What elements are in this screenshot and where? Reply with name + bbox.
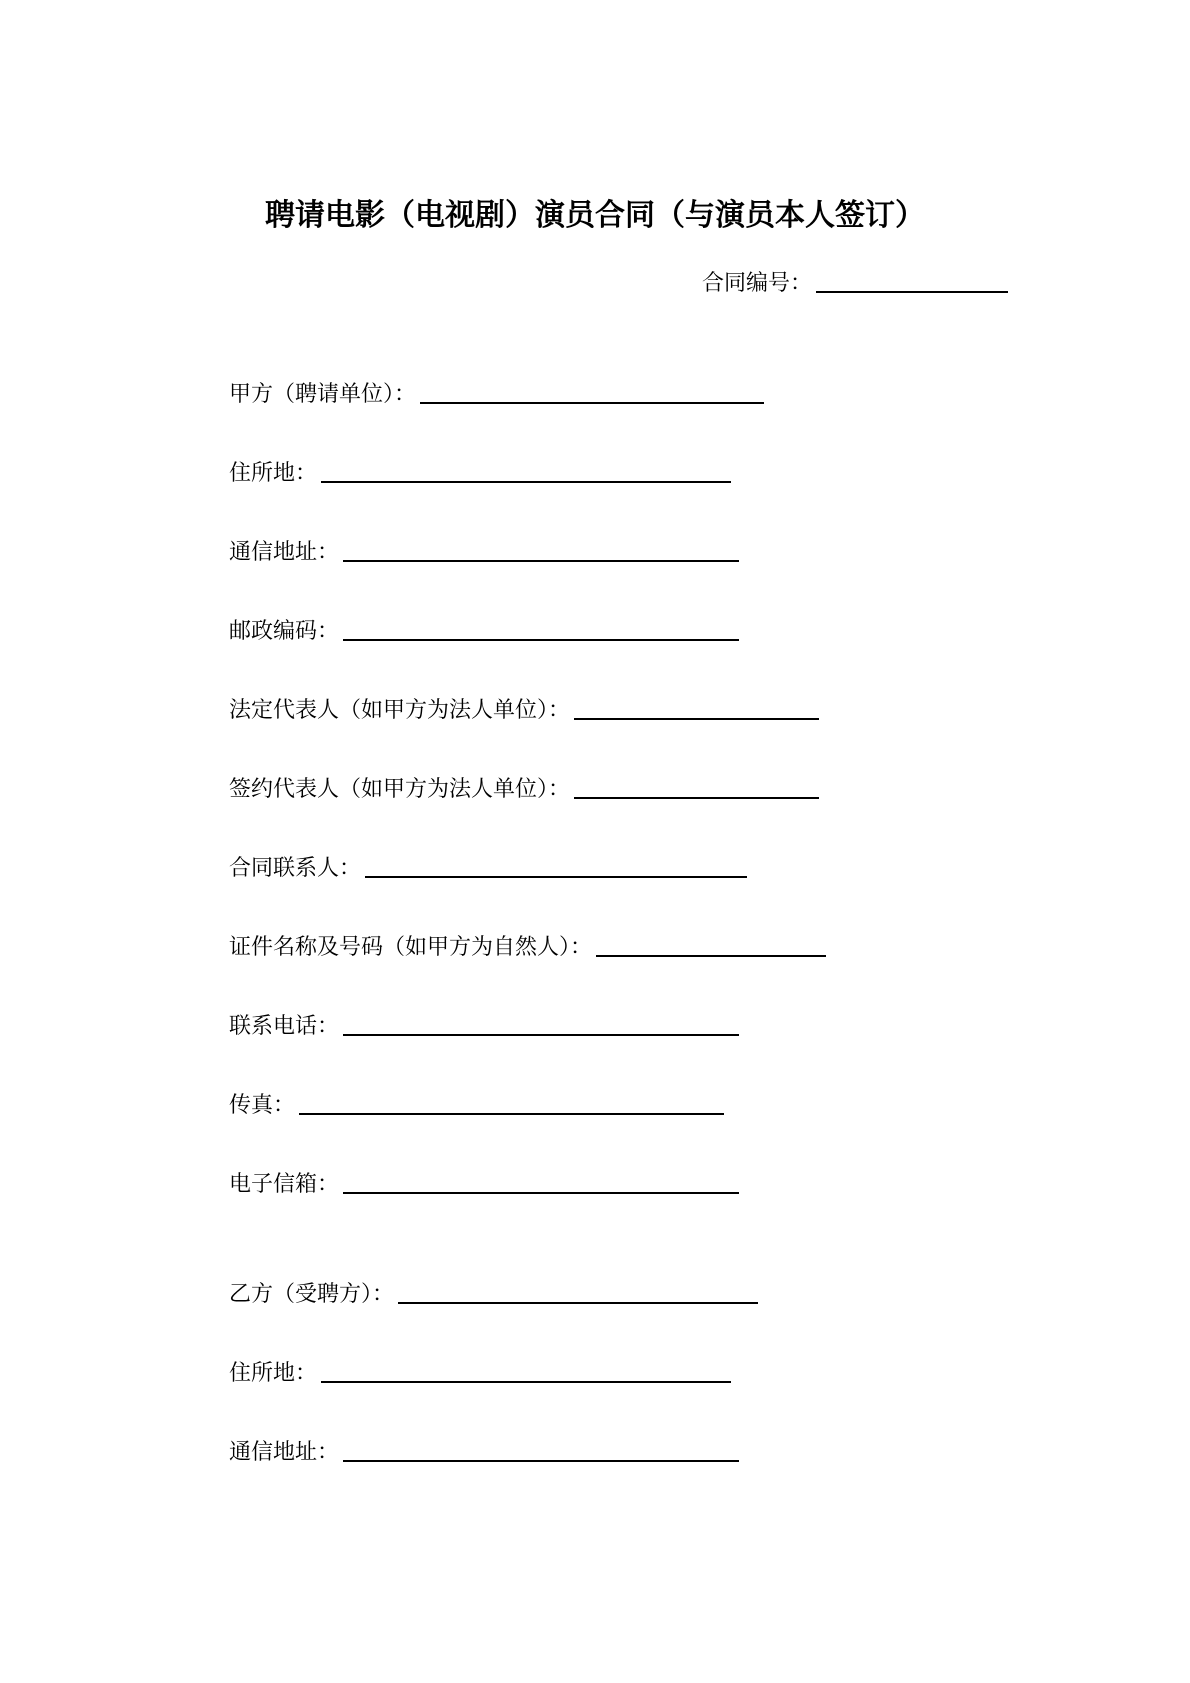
contract-number-row: [702, 266, 1008, 297]
document-title: 聘请电影（电视剧）演员合同（与演员本人签订）: [265, 198, 925, 233]
contract-number-blank[interactable]: [816, 290, 1008, 293]
party-a-email-blank[interactable]: [343, 1191, 739, 1194]
field-label: 传真：: [229, 1093, 296, 1118]
field-label: 合同联系人：: [229, 856, 362, 881]
party-a-name-row: [229, 377, 764, 408]
party-a-domicile-row: [229, 456, 731, 487]
field-label: 法定代表人（如甲方为法人单位）：: [229, 698, 571, 723]
party-a-address-row: [229, 535, 739, 566]
party-a-postcode-blank[interactable]: [343, 638, 739, 641]
field-label: 电子信箱：: [229, 1172, 340, 1197]
field-label: 甲方（聘请单位）：: [229, 382, 417, 407]
contract-number-label: 合同编号：: [702, 271, 813, 296]
field-label: 邮政编码：: [229, 619, 340, 644]
field-label: 证件名称及号码（如甲方为自然人）：: [229, 935, 593, 960]
party-b-name-blank[interactable]: [398, 1301, 758, 1304]
party-b-name-row: [229, 1277, 758, 1308]
party-a-fax-row: [229, 1088, 724, 1119]
party-a-id-blank[interactable]: [596, 954, 826, 957]
party-a-legal-rep-row: [229, 693, 819, 724]
party-a-signing-rep-row: [229, 772, 819, 803]
field-label: 联系电话：: [229, 1014, 340, 1039]
field-label: 签约代表人（如甲方为法人单位）：: [229, 777, 571, 802]
party-a-signing-rep-blank[interactable]: [574, 796, 819, 799]
party-a-address-blank[interactable]: [343, 559, 739, 562]
party-a-domicile-blank[interactable]: [321, 480, 731, 483]
party-b-address-blank[interactable]: [343, 1459, 739, 1462]
party-a-contact-blank[interactable]: [365, 875, 747, 878]
field-label: 乙方（受聘方）：: [229, 1282, 395, 1307]
party-a-postcode-row: [229, 614, 739, 645]
party-a-contact-row: [229, 851, 747, 882]
field-label: 住所地：: [229, 461, 318, 486]
party-b-domicile-blank[interactable]: [321, 1380, 731, 1383]
party-a-fax-blank[interactable]: [299, 1112, 724, 1115]
party-b-address-row: [229, 1435, 739, 1466]
field-label: 通信地址：: [229, 540, 340, 565]
field-label: 通信地址：: [229, 1440, 340, 1465]
party-b-domicile-row: [229, 1356, 731, 1387]
field-label: 住所地：: [229, 1361, 318, 1386]
party-a-id-row: [229, 930, 826, 961]
party-a-phone-row: [229, 1009, 739, 1040]
party-a-phone-blank[interactable]: [343, 1033, 739, 1036]
party-a-legal-rep-blank[interactable]: [574, 717, 819, 720]
party-a-name-blank[interactable]: [420, 401, 764, 404]
party-a-email-row: [229, 1167, 739, 1198]
